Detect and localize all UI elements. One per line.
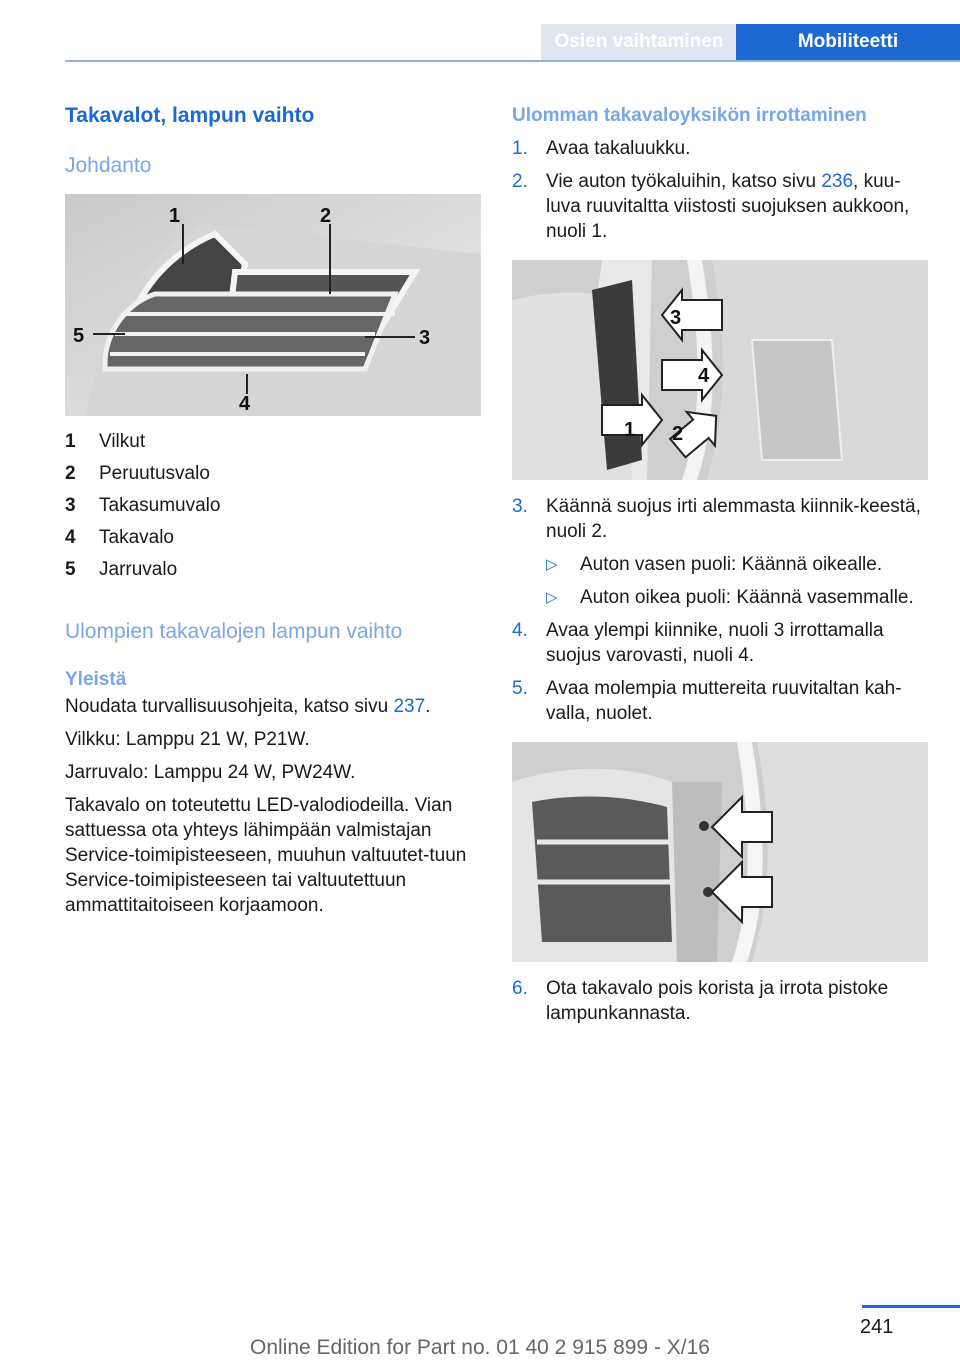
step-text: Avaa ylempi kiinnike, nuoli 3 irrottamalla suojus varovasti, nuoli 4. <box>546 620 884 666</box>
tab-section-label: Osien vaihtaminen <box>554 31 724 52</box>
step-text: Avaa molempia muttereita ruuvitaltan kah-valla, nuolet. <box>546 678 902 724</box>
legend-num: 2 <box>65 463 76 484</box>
sub-step-text: Auton vasen puoli: Käännä oikealle. <box>580 554 883 575</box>
safety-text: Noudata turvallisuusohjeita, katso sivu <box>65 696 394 717</box>
legend-num: 4 <box>65 527 76 548</box>
callout-5: 5 <box>73 325 85 347</box>
step-4 <box>512 618 930 668</box>
general-heading: Yleistä <box>65 669 127 690</box>
callout-1: 1 <box>169 205 181 227</box>
sub-step-right <box>546 585 930 610</box>
sub-step-left <box>546 552 930 577</box>
safety-paragraph <box>65 694 483 719</box>
step-5 <box>512 676 930 726</box>
intro-heading: Johdanto <box>65 154 152 177</box>
legend-num: 1 <box>65 431 76 452</box>
step-3 <box>512 494 930 544</box>
fig2-callout-3: 3 <box>670 307 682 329</box>
trunk-illustration-2 <box>512 742 928 962</box>
removal-heading: Ulomman takavaloyksikön irrottaminen <box>512 105 867 126</box>
legend-list <box>65 426 483 586</box>
tab-chapter[interactable] <box>736 24 960 60</box>
step-text: Käännä suojus irti alemmasta kiinnik-keestä, nuoli 2. <box>546 496 921 542</box>
section-heading: Ulompien takavalojen lampun vaihto <box>65 620 403 643</box>
trunk-illustration-1 <box>512 260 928 480</box>
step-text <box>546 169 930 244</box>
step-6 <box>512 976 930 1026</box>
page-link-236[interactable]: 236 <box>821 171 854 192</box>
legend-item <box>65 490 483 522</box>
legend-label: Takavalo <box>99 527 174 548</box>
legend-label: Takasumuvalo <box>99 495 221 516</box>
fig2-callout-1: 1 <box>624 419 636 441</box>
page-title: Takavalot, lampun vaihto <box>65 104 315 127</box>
page-link-237[interactable]: 237 <box>393 696 426 717</box>
fig2-callout-2: 2 <box>672 423 684 445</box>
legend-num: 3 <box>65 495 76 516</box>
triangle-bullet-icon: ▷ <box>546 556 558 573</box>
page-header <box>65 0 960 62</box>
legend-num: 5 <box>65 559 76 580</box>
trunk-figure-1 <box>512 260 928 480</box>
step-number: 3. <box>512 496 528 517</box>
triangle-bullet-icon: ▷ <box>546 589 558 606</box>
legend-label: Peruutusvalo <box>99 463 210 484</box>
step-2 <box>512 169 930 244</box>
step-1 <box>512 136 930 161</box>
tab-section[interactable] <box>541 24 737 60</box>
callout-2: 2 <box>320 205 332 227</box>
trunk-figure-2 <box>512 742 928 962</box>
page-number: 241 <box>860 1316 894 1338</box>
header-rule <box>65 60 960 62</box>
legend-label: Jarruvalo <box>99 559 178 580</box>
step-number: 5. <box>512 678 528 699</box>
legend-item <box>65 426 483 458</box>
step-number: 4. <box>512 620 528 641</box>
legend-item <box>65 554 483 586</box>
jarruvalo-paragraph: Jarruvalo: Lamppu 24 W, PW24W. <box>65 762 356 783</box>
legend-item <box>65 522 483 554</box>
step2-suffix: , kuu-luva ruuvitaltta viistosti suojuksen aukkoon, nuoli 1. <box>546 171 910 242</box>
right-column <box>512 100 930 1034</box>
sub-step-text: Auton oikea puoli: Käännä vasemmalle. <box>580 587 914 608</box>
nut-upper <box>699 821 709 831</box>
legend-item <box>65 458 483 490</box>
step-number: 2. <box>512 171 528 192</box>
step-number: 1. <box>512 138 528 159</box>
vilkku-paragraph: Vilkku: Lamppu 21 W, P21W. <box>65 729 310 750</box>
led-paragraph: Takavalo on toteutettu LED-valodiodeilla. Vian sattuessa ota yhteys lähimpään valmistajan Service-toimipisteeseen, muuhun valtuutet-tuun Service-toimipisteeseen tai valtuutettuun ammattitaitoiseen korjaamoon. <box>65 795 467 916</box>
tab-chapter-label: Mobiliteetti <box>797 31 899 52</box>
legend-label: Vilkut <box>99 431 146 452</box>
left-column <box>65 100 483 918</box>
callout-3: 3 <box>419 327 431 349</box>
taillight-illustration <box>65 194 481 416</box>
step-number: 6. <box>512 978 528 999</box>
taillight-figure <box>65 194 481 416</box>
fig2-callout-4: 4 <box>698 365 710 387</box>
safety-suffix: . <box>425 696 431 717</box>
callout-4: 4 <box>239 393 251 415</box>
step-text: Avaa takaluukku. <box>546 138 691 159</box>
edition-footer: Online Edition for Part no. 01 40 2 915 899 - X/16 <box>250 1336 710 1359</box>
step-text: Ota takavalo pois korista ja irrota pistoke lampunkannasta. <box>546 978 889 1024</box>
step2-prefix: Vie auton työkaluihin, katso sivu <box>546 171 822 192</box>
footer-rule <box>862 1305 960 1308</box>
